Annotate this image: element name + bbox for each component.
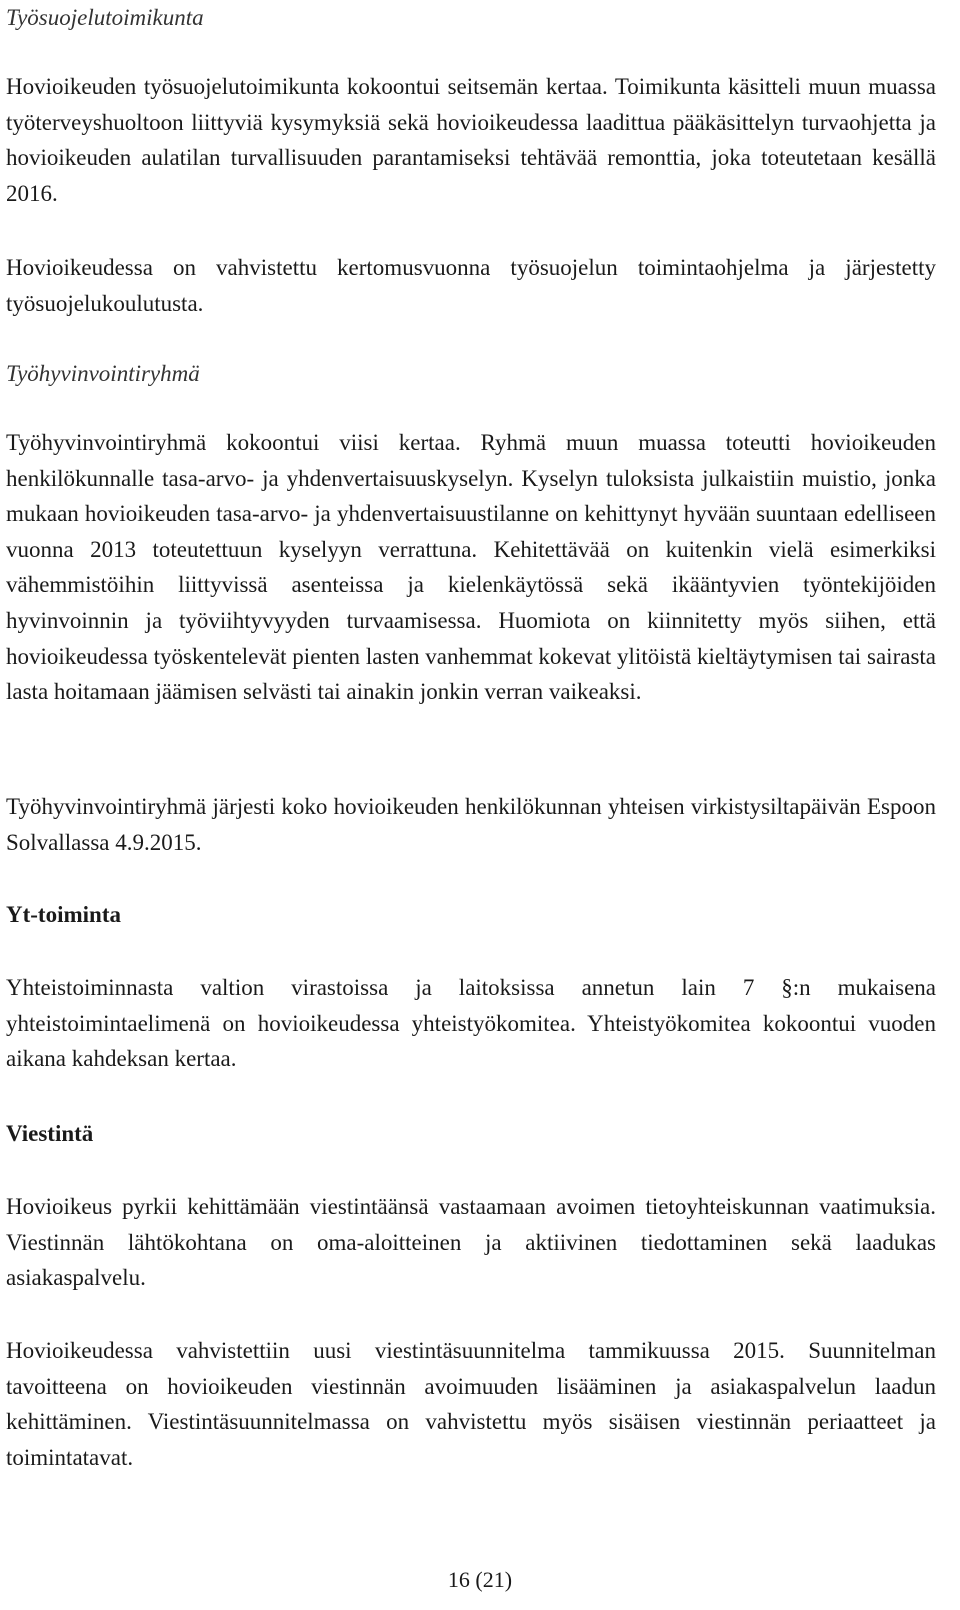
- paragraph-tyosuojelu-2-block: [6, 250, 936, 321]
- paragraph-tyohyvinvointi-1-block: [6, 425, 936, 710]
- paragraph-yt-1-block: [6, 970, 936, 1077]
- section-viestinta: [6, 1116, 936, 1152]
- paragraph-viestinta-1: Hovioikeus pyrkii kehittämään viestintäänsä vastaamaan avoimen tietoyhteiskunnan vaatimuksia. Viestinnän lähtökohtana on oma-aloitteinen ja aktiivinen tiedottaminen sekä laadukas asiakaspalvelu.: [6, 1194, 936, 1291]
- page-number: 16 (21): [447, 1567, 513, 1592]
- paragraph-tyohyvinvointi-2: Työhyvinvointiryhmä järjesti koko hovioikeuden henkilökunnan yhteisen virkistysiltapäivän Espoon Solvallassa 4.9.2015.: [6, 794, 936, 855]
- paragraph-viestinta-2-block: [6, 1333, 936, 1475]
- paragraph-tyohyvinvointi-1: Työhyvinvointiryhmä kokoontui viisi kertaa. Ryhmä muun muassa toteutti hovioikeuden henkilökunnalle tasa-arvo- ja yhdenvertaisuuskyselyn. Kyselyn tuloksista julkaistiin muistio, jonka mukaan hovioikeuden tasa-arvo- ja yhdenvertaisuustilanne on kehittynyt hyvään suuntaan edelliseen vuonna 2013 toteutettuun kyselyyn verrattuna. Kehitettävää on kuitenkin vielä esimerkiksi vähemmistöihin liittyvissä asenteissa ja kielenkäytössä sekä ikääntyvien työntekijöiden hyvinvoinnin ja työviihtyvyyden turvaamisessa. Huomiota on kiinnitetty myös siihen, että hovioikeudessa työskentelevät pienten lasten vanhemmat kokevat ylitöistä kieltäytymisen tai sairasta lasta hoitamaan jäämisen selvästi tai ainakin jonkin verran vaikeaksi.: [6, 430, 936, 705]
- paragraph-yt-1: Yhteistoiminnasta valtion virastoissa ja laitoksissa annetun lain 7 §:n mukaisena yhteistoimintaelimenä on hovioikeudessa yhteistyökomitea. Yhteistyökomitea kokoontui vuoden aikana kahdeksan kertaa.: [6, 975, 936, 1072]
- paragraph-tyohyvinvointi-2-block: [6, 789, 936, 860]
- section-tyosuojelutoimikunta: [6, 0, 936, 36]
- heading-yt-toiminta: Yt-toiminta: [6, 902, 121, 927]
- section-tyohyvinvointiryhma: [6, 356, 936, 392]
- section-yt-toiminta: [6, 897, 936, 933]
- paragraph-viestinta-1-block: [6, 1189, 936, 1296]
- paragraph-tyosuojelu-2: Hovioikeudessa on vahvistettu kertomusvuonna työsuojelun toimintaohjelma ja järjestetty työsuojelukoulutusta.: [6, 255, 936, 316]
- paragraph-viestinta-2: Hovioikeudessa vahvistettiin uusi viestintäsuunnitelma tammikuussa 2015. Suunnitelman tavoitteena on hovioikeuden viestinnän avoimuuden lisääminen ja asiakaspalvelun laadun kehittäminen. Viestintäsuunnitelmassa on vahvistettu myös sisäisen viestinnän periaatteet ja toimintatavat.: [6, 1338, 936, 1470]
- paragraph-tyosuojelu-1: Hovioikeuden työsuojelutoimikunta kokoontui seitsemän kertaa. Toimikunta käsitteli muun muassa työterveyshuoltoon liittyviä kysymyksiä sekä hovioikeudessa laadittua pääkäsittelyn turvaohjetta ja hovioikeuden aulatilan turvallisuuden parantamiseksi tehtävää remonttia, joka toteutetaan kesällä 2016.: [6, 74, 936, 206]
- subheading-tyosuojelutoimikunta: Työsuojelutoimikunta: [6, 5, 204, 30]
- subheading-tyohyvinvointiryhma: Työhyvinvointiryhmä: [6, 361, 200, 386]
- paragraph-tyosuojelu-1-block: [6, 69, 936, 211]
- heading-viestinta: Viestintä: [6, 1121, 94, 1146]
